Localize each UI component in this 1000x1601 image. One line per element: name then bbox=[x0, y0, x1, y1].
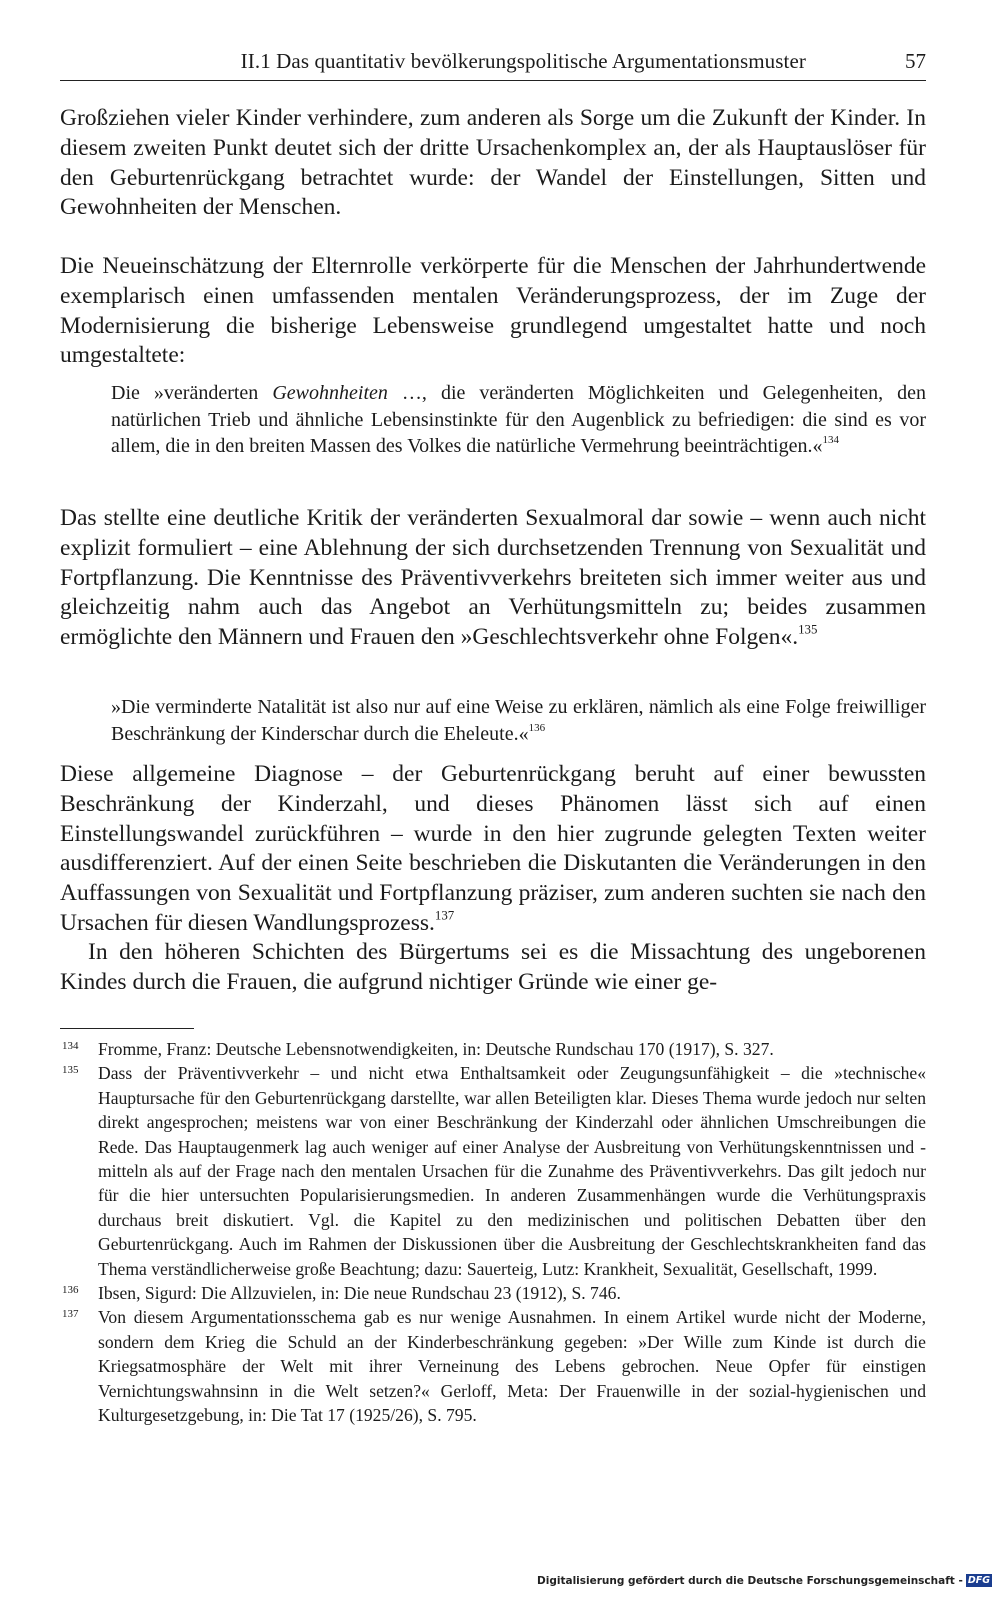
footnote-separator bbox=[60, 1028, 194, 1029]
dfg-logo: DFG bbox=[967, 1575, 990, 1586]
block-quote-2 bbox=[111, 694, 926, 747]
footnote-text: Ibsen, Sigurd: Die Allzuvielen, in: Die neue Rundschau 23 (1912), S. 746. bbox=[98, 1283, 621, 1304]
paragraph-text: Diese allgemeine Diagnose – der Geburtenrückgang beruht auf einer bewussten Beschränkung der Kinderzahl, und dieses Phänomen lässt sich auf einen Einstellungswandel zurückführen – wurde in den hier zugrunde gelegten Texten weiter ausdifferenziert. Auf der einen Seite beschrieben die Diskutanten die Veränderungen in den Auffassungen von Sexualität und Fortpflanzung präziser, zum anderen suchten sie nach den Ursachen für diesen Wandlungsprozess. bbox=[60, 761, 926, 936]
paragraph-text: Das stellte eine deutliche Kritik der veränderten Sexualmoral dar sowie – wenn auch nicht explizit formuliert – eine Ablehnung der sich durchsetzenden Trennung von Sexualität und Fortpflanzung. Die Kenntnisse des Präventivverkehrs breiteten sich immer weiter aus und gleichzeitig nahm auch das Angebot an Verhütungsmitteln zu; beides zusammen ermöglichte den Männern und Frauen den »Geschlechtsverkehr ohne Folgen«. bbox=[60, 505, 926, 651]
paragraph-text: In den höheren Schichten des Bürgertums sei es die Missachtung des ungeborenen Kindes durch die Frauen, die aufgrund nichtiger Gründe wie einer ge- bbox=[60, 939, 926, 995]
footnote-ref-136[interactable]: 136 bbox=[528, 721, 546, 734]
footnote-137 bbox=[60, 1305, 926, 1427]
footer-text: Digitalisierung gefördert durch die Deutsche Forschungsgemeinschaft - bbox=[537, 1574, 963, 1587]
footnote-number: 136 bbox=[62, 1284, 79, 1297]
quote-text-italic: Gewohnheiten bbox=[272, 382, 388, 404]
block-quote-1 bbox=[111, 380, 926, 460]
body-paragraph-4 bbox=[60, 760, 926, 939]
footnote-ref-134[interactable]: 134 bbox=[822, 434, 839, 447]
footnote-number: 134 bbox=[62, 1040, 79, 1052]
quote-text: »Die verminderte Natalität ist also nur auf eine Weise zu erklären, nämlich als eine Folge freiwilliger Beschränkung der Kinderschar durch die Eheleute.« bbox=[111, 696, 926, 745]
body-paragraph-3 bbox=[60, 504, 926, 653]
footnote-number: 135 bbox=[62, 1064, 79, 1077]
page-number: 57 bbox=[905, 49, 926, 73]
footnote-135 bbox=[60, 1061, 926, 1281]
page-header bbox=[60, 44, 926, 81]
footnote-text: Fromme, Franz: Deutsche Lebensnotwendigkeiten, in: Deutsche Rundschau 170 (1917), S. 327. bbox=[98, 1039, 774, 1059]
quote-text-end: …, die veränderten Möglichkeiten und Gelegenheiten, den natürlichen Trieb und ähnliche Lebensinstinkte für den Augenblick zu befriedigen: die sind es vor allem, die in den breiten Massen des Volkes die natürliche Vermehrung beeinträchtigen.« bbox=[111, 382, 926, 457]
quote-text-start: Die »veränderten bbox=[111, 382, 273, 404]
digitization-footer bbox=[537, 1574, 992, 1587]
footnote-number: 137 bbox=[62, 1308, 79, 1321]
body-paragraph-1 bbox=[60, 104, 926, 223]
paragraph-text: Die Neueinschätzung der Elternrolle verkörperte für die Menschen der Jahrhundertwende exemplarisch einen umfassenden mentalen Veränderungsprozess, der im Zuge der Modernisierung die bisherige Lebensweise grundlegend umgestaltet hatte und noch umgestaltete: bbox=[60, 253, 926, 369]
footnote-ref-137[interactable]: 137 bbox=[434, 907, 455, 923]
running-head: II.1 Das quantitativ bevölkerungspolitische Argumentationsmuster bbox=[240, 49, 806, 73]
body-paragraph-5 bbox=[60, 938, 926, 998]
paragraph-text: Großziehen vieler Kinder verhindere, zum anderen als Sorge um die Zukunft der Kinder. In diesem zweiten Punkt deutet sich der dritte Ursachenkomplex an, der als Hauptauslöser für den Geburtenrückgang betrachtet wurde: der Wandel der Einstellungen, Sitten und Gewohnheiten der Menschen. bbox=[60, 105, 926, 221]
footnotes bbox=[60, 1037, 926, 1428]
footnote-ref-135[interactable]: 135 bbox=[798, 621, 818, 637]
footnote-136 bbox=[60, 1281, 926, 1305]
body-paragraph-2 bbox=[60, 252, 926, 371]
footnote-134 bbox=[60, 1037, 926, 1061]
footnote-text: Von diesem Argumentationsschema gab es nur wenige Ausnahmen. In einem Artikel wurde nicht der Moderne, sondern dem Krieg die Schuld an der Kinderbeschränkung gegeben: »Der Wille zum Kinde ist durch die Kriegsatmosphäre der Welt mit ihrer Verneinung des Lebens gebrochen. Neue Opfer für einstigen Vernichtungswahnsinn in die Welt setzen?« Gerloff, Meta: Der Frauenwille in der sozial-hygienischen und Kulturgesetzgebung, in: Die Tat 17 (1925/26), S. 795. bbox=[98, 1307, 926, 1426]
footnote-text: Dass der Präventivverkehr – und nicht etwa Enthaltsamkeit oder Zeugungsunfähigkeit – die »technische« Hauptursache für den Geburtenrückgang darstellte, war allen Beteiligten klar. Dieses Thema wurde jedoch nur selten direkt angesprochen; meistens war von einer Beschränkung der Kinderzahl oder ähnlichen Umschreibungen die Rede. Das Hauptaugenmerk lag auch weniger auf einer Analyse der Ausbreitung von Verhütungskenntnissen und -mitteln als auf der Frage nach den mentalen Ursachen für die Zunahme des Präventivverkehrs. Das gilt jedoch nur für die hier untersuchten Popularisierungsmedien. In anderen Zusammenhängen wurde die Verhütungspraxis durchaus breit diskutiert. Vgl. die Kapitel zu den medizinischen und politischen Debatten über den Geburtenrückgang. Auch im Rahmen der Diskussionen über die Ausbreitung der Geschlechtskrankheiten fand das Thema verständlicherweise große Beachtung; dazu: Sauerteig, Lutz: Krankheit, Sexualität, Gesellschaft, 1999. bbox=[98, 1063, 926, 1279]
